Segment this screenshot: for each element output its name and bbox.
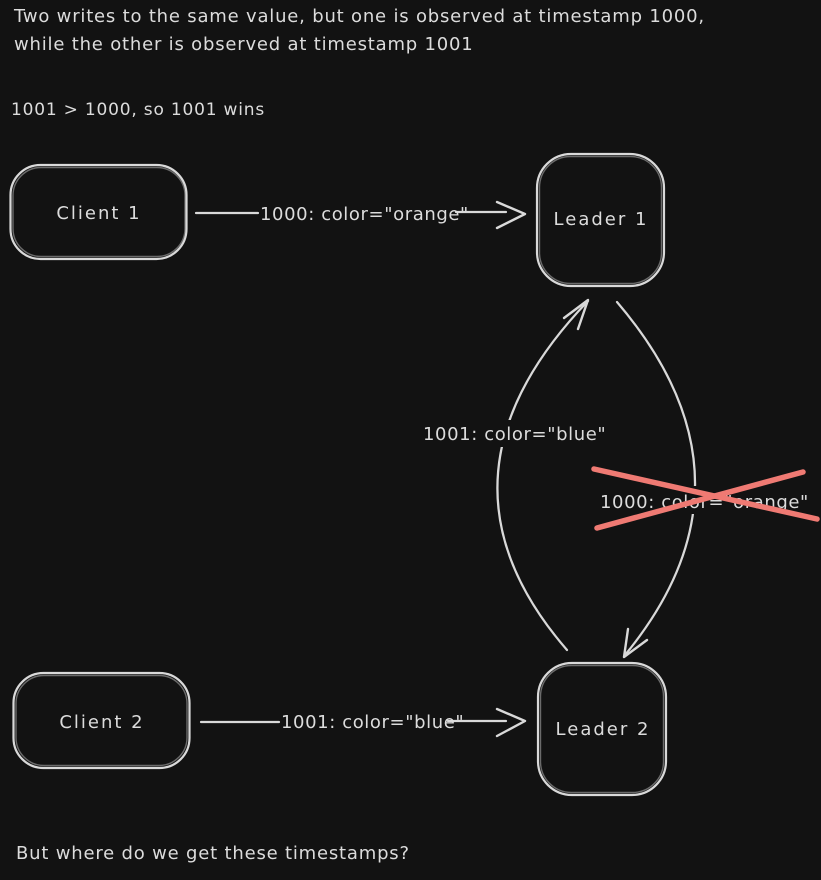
node-client2	[14, 673, 190, 768]
edge-leader2-to-leader1	[497, 300, 588, 650]
node-label-leader1: Leader 1	[553, 209, 649, 230]
edge-label-leader2-to-leader1: 1001: color="blue"	[423, 424, 607, 445]
node-label-leader2: Leader 2	[555, 719, 651, 740]
node-leader1	[537, 154, 664, 286]
arrowhead-right-icon	[497, 202, 525, 228]
intro-text-line1: Two writes to the same value, but one is observed at timestamp 1000,	[14, 6, 705, 27]
edge-label-client2-to-leader2: 1001: color="blue"	[281, 712, 465, 733]
edge-client2-to-leader2	[201, 709, 525, 736]
arrowhead-right-icon	[497, 709, 525, 736]
node-client1	[11, 165, 187, 259]
edge-label-client1-to-leader1: 1000: color="orange"	[260, 204, 469, 225]
question-text: But where do we get these timestamps?	[16, 843, 410, 864]
edge-label-leader1-to-leader2: 1000: color="orange"	[600, 492, 809, 513]
curve-up-line	[497, 301, 588, 650]
intro-text-line2: while the other is observed at timestamp 1001	[14, 34, 474, 55]
node-label-client1: Client 1	[56, 203, 142, 224]
rule-text: 1001 > 1000, so 1001 wins	[11, 100, 265, 120]
node-label-client2: Client 2	[59, 712, 145, 733]
edge-client1-to-leader1	[196, 202, 525, 228]
node-leader2	[538, 663, 666, 795]
